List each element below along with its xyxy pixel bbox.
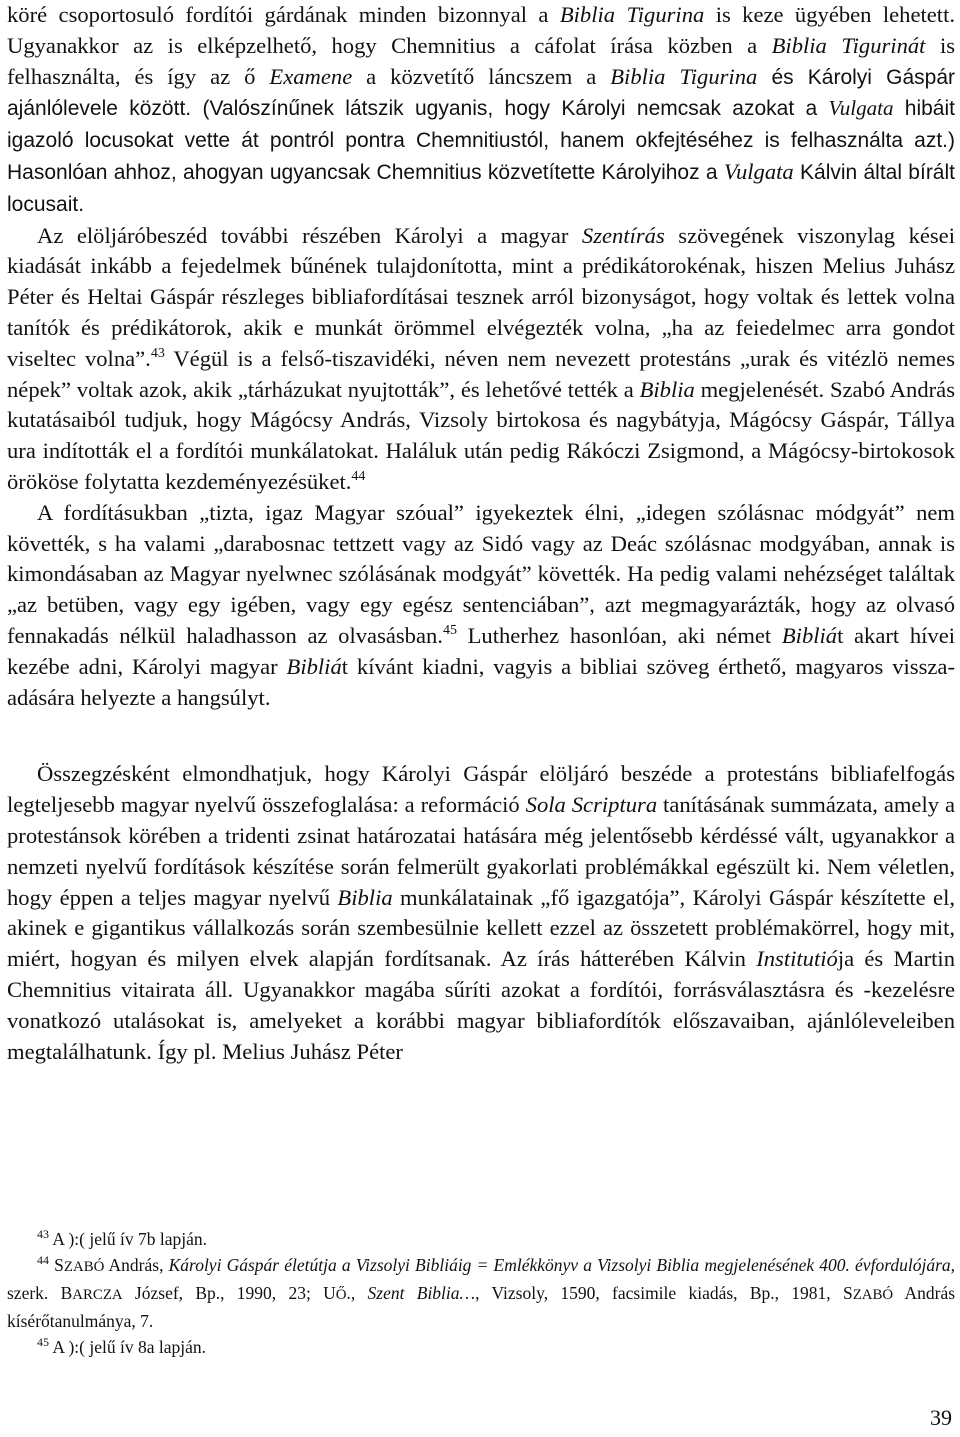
- paragraph-1: [7, 0, 955, 221]
- italic-title: Biblia Tigurina: [610, 63, 758, 89]
- italic-title: Biblia Tigurina: [559, 2, 705, 27]
- italic-title: Sola Scriptura: [525, 792, 658, 818]
- text-run: Az elöljáróbeszéd további részében Károlyi a magyar: [37, 222, 582, 248]
- italic-title: Vulgata: [723, 158, 794, 184]
- paragraph-3: [7, 498, 955, 714]
- text-run: hibáit igazoló locusokat vette át pontról pontra Chemnitiustól, hanem okfejtéséhez is felhasználta azt.) Hasonlóan ahhoz, ahogyan ugyancsak Chemnitius közvetítette Károlyihoz a: [7, 97, 955, 184]
- italic-title: Károlyi Gáspár életútja a Vizsolyi Bibliáig = Emlékkönyv a Vizsolyi Biblia megjelenésének 400. évfordulójára,: [168, 1255, 956, 1275]
- text-run: is keze ügyében lehetett. Ugyanakkor az is elképzelhető, hogy Chemnitius a cáfolat írása közben a: [7, 2, 956, 58]
- text-run: és Károlyi Gáspár ajánlólevele között. (Valószínűnek látszik ugyanis, hogy Károlyi nemcsak azokat a: [7, 65, 955, 121]
- footnote-text: , Vizsoly, 1590, facsimile kiadás, Bp., 1981, S: [475, 1283, 853, 1303]
- text-run: Összegzésként elmondhatjuk, hogy Károlyi Gáspár elöljáró beszéde a protestáns bibliafelfogás legteljesebb magyar nyelvű összefoglalása: a reformáció: [7, 761, 955, 818]
- text-run: tanításának summázata, amely a protestánsok körében a tridenti zsinat határozatai hatására még jelentősebb kérdéssé vált, ugyanakkor a nemzeti nyelvű fordítások készítése során felmerült gyakorlati problémákkal egészült ki. Nem véletlen, hogy éppen a teljes magyar nyelvű: [7, 792, 956, 910]
- footnote-ref-43[interactable]: 43: [150, 345, 165, 361]
- text-run: szövegének viszonylag kései kiadását inkább a fejedelmek bűnének tulajdonította, mint a prédikátorokénak, hiszen Melius Juhász Péter és Heltai Gáspár részleges bibliafordításai tesznek arról bizonyságot, hogy voltak és lettek volna tanítók és prédikátorok, akik e munkát örömmel elvégezték volna, „ha az feiedelmec arra gondot viseltec volna”.: [7, 222, 955, 371]
- footnote-text: A ):( jelű ív 7b lapján.: [49, 1229, 207, 1249]
- italic-title: Szentírás: [581, 222, 665, 248]
- italic-title: Examene: [269, 63, 353, 89]
- text-run: megjelenését. Szabó András kutatásaiból tudjuk, hogy Mágócsy András, Vizsoly birtokosa és nagybátyja, Mágócsy Gáspár, Tállya ura indították el a fordítói munkálatokat. Haláluk után pedig Rákóczi Zsigmond, a Mágócsy-birtokosok örököse folytatta kezdeményezésüket.: [7, 376, 955, 494]
- footnote-text: szerk. B: [7, 1283, 73, 1303]
- italic-title: Institutió: [756, 946, 838, 972]
- italic-title: Vulgata: [828, 96, 894, 121]
- italic-title: Biblia: [337, 884, 393, 910]
- footnote-number: 43: [37, 1227, 49, 1241]
- text-run: munkálatainak „fő igazgatója”, Károlyi Gáspár készítette el, akinek e gigantikus vállalkozás során szembesülnie kellett ezzel az összetett problémakörrel, hogy mit, miért, hogyan és milyen elvek alapján fordítsanak. Az írás hátterében Kálvin: [7, 884, 956, 972]
- text-run: ja és Martin Chemnitius vitairata áll. Ugyanakkor magába sűríti azokat a fordítói, forrásválasztásra és -kezelésre vonatkozó utalásokat is, amelyeket a korábbi magyar bibliafordítók előszavaiban, ajánlóleveleiben megtalálhatunk. Így pl. Melius Juhász Péter: [7, 946, 955, 1064]
- footnote-43: [7, 1226, 955, 1252]
- footnotes: [7, 1226, 955, 1360]
- small-caps-text: ZABÓ: [852, 1287, 894, 1303]
- text-run: Kálvin által bírált locusait.: [7, 160, 955, 216]
- footnote-text: András kísérőtanulmánya, 7.: [7, 1283, 956, 1331]
- text-run: A fordításukban „tizta, igaz Magyar szóual” igyekeztek élni, „idegen szólásnac módgyát” nem követték, s ha valami „darabosnac tettzett vagy az Sidó vagy az Deác szólásnac modgyában, annak is kimondásaban az Magyar nyelwnec szólásának modgyát” követték. Ha pedig valami nehézséget találtak „az betüben, vagy egy igében, vagy egy egész sentenciában”, azt megmagyarázták, hogy az olvasó fennakadás nélkül haladhasson az olvasásban.: [7, 499, 955, 648]
- text-run: t akart hívei kezébe adni, Károlyi magyar: [7, 622, 955, 679]
- italic-title: Biblia Tigurinát: [771, 32, 926, 58]
- text-run: t kívánt kiadni, vagyis a bibliai szöveg érthető, magyaros visszaadására helyezte a hangsúlyt.: [7, 653, 955, 710]
- footnote-44: [7, 1252, 955, 1334]
- small-caps-text: ZABÓ: [63, 1259, 105, 1275]
- text-run: Lutherhez hasonlóan, aki német: [456, 622, 782, 648]
- text-run: a közvetítő láncszem a: [352, 63, 611, 89]
- footnote-number: 44: [37, 1253, 49, 1267]
- text-run: Végül is a felső-tiszavidéki, néven nem nevezett protestáns „urak és vitézlö nemes népek” voltak azok, akik „tárházukat nyujtották”, és lehetővé tették a: [7, 345, 955, 402]
- footnote-ref-45[interactable]: 45: [442, 622, 457, 638]
- text-run: köré csoportosuló fordítói gárdának minden bizonnyal a: [7, 2, 560, 27]
- italic-title: Bibliá: [781, 622, 838, 648]
- italic-title: Szent Biblia…: [367, 1283, 476, 1303]
- footnote-text: András,: [104, 1255, 169, 1275]
- small-caps-text: Ő: [335, 1287, 347, 1303]
- paragraph-4: [7, 759, 955, 1067]
- small-caps-text: ARCZA: [72, 1287, 123, 1303]
- page-number: 39: [930, 1405, 952, 1430]
- footnote-number: 45: [37, 1335, 49, 1349]
- footnote-text: József, Bp., 1990, 23; U: [122, 1283, 336, 1303]
- text-run: is felhasználta, és így az ő: [7, 32, 956, 89]
- italic-title: Bibliá: [286, 653, 342, 679]
- footnote-text: A ):( jelű ív 8a lapján.: [49, 1337, 206, 1357]
- page-body: [7, 0, 955, 1067]
- footnote-ref-44[interactable]: 44: [351, 468, 366, 484]
- footnote-text: .,: [346, 1283, 368, 1303]
- footnote-text: S: [49, 1255, 64, 1275]
- footnote-45: [7, 1334, 955, 1360]
- paragraph-2: [7, 221, 955, 498]
- italic-title: Biblia: [639, 376, 695, 402]
